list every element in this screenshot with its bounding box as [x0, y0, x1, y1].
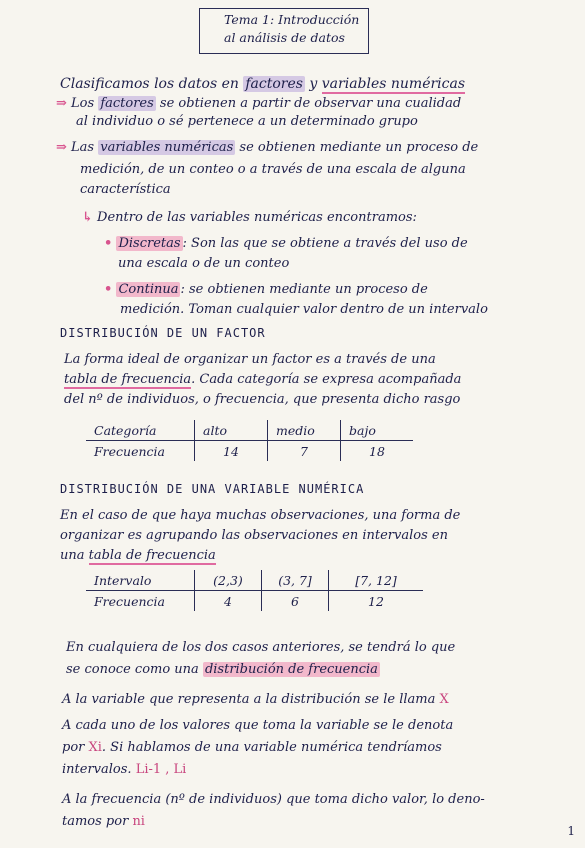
- ni-symbol: ni: [132, 814, 145, 829]
- title-line-2: al análisis de datos: [224, 30, 345, 45]
- table-cell: (2,3): [195, 570, 262, 591]
- closing-p4-text: tamos por: [62, 814, 133, 829]
- title-box: [199, 8, 369, 54]
- closing-p3-line-3: [62, 762, 186, 778]
- variable-x-symbol: X: [439, 692, 449, 707]
- xi-symbol: Xi: [88, 740, 102, 755]
- variables-line-3: característica: [80, 182, 171, 197]
- closing-p1-line-2: [66, 662, 380, 678]
- arrow-icon: ⇒: [56, 140, 67, 155]
- closing-p3-intervals: intervalos.: [62, 762, 136, 777]
- sub-intro: [82, 210, 417, 226]
- table-cell: bajo: [341, 420, 414, 441]
- closing-p3-line-2: [62, 740, 442, 756]
- continua-text: : se obtienen mediante un proceso de: [180, 282, 428, 297]
- table-row: [86, 441, 413, 462]
- bullet-icon: •: [104, 236, 113, 251]
- variables-line-2: medición, de un conteo o a través de una escala de alguna: [80, 162, 466, 177]
- sec1-line-3: del nº de individuos, o frecuencia, que presenta dicho rasgo: [64, 392, 461, 407]
- sec1-term: tabla de frecuencia: [64, 372, 192, 387]
- table-cell: Frecuencia: [94, 593, 165, 609]
- closing-p3-text: por: [62, 740, 89, 755]
- sec2-line-2: organizar es agrupando las observaciones en intervalos en: [60, 528, 448, 543]
- factores-label: Los: [71, 96, 99, 111]
- sub-intro-text: Dentro de las variables numéricas encontramos:: [97, 210, 417, 225]
- title-line-1: Tema 1: Introducción: [224, 12, 360, 27]
- section-heading-numerica: DISTRIBUCIÓN DE UNA VARIABLE NUMÉRICA: [60, 482, 365, 496]
- table-row: [86, 570, 423, 591]
- sec1-text: . Cada categoría se expresa acompañada: [191, 372, 462, 387]
- table-cell: 18: [341, 441, 414, 462]
- discretas-line-1: [104, 236, 468, 252]
- discretas-line-2: una escala o de un conteo: [118, 256, 290, 271]
- table-cell: (3, 7]: [262, 570, 329, 591]
- discretas-term: Discretas: [118, 236, 181, 251]
- closing-p4-line-2: [62, 814, 145, 830]
- table-cell: Intervalo: [86, 570, 195, 591]
- factores-line-2: al individuo o sé pertenece a un determinado grupo: [76, 114, 418, 129]
- section-heading-factor: DISTRIBUCIÓN DE UN FACTOR: [60, 326, 266, 340]
- sec2-line-1: En el caso de que haya muchas observaciones, una forma de: [60, 508, 461, 523]
- closing-p2-text: A la variable que representa a la distribución se le llama: [62, 692, 440, 707]
- variables-text: se obtienen mediante un proceso de: [235, 140, 479, 155]
- closing-p3-line-1: A cada uno de los valores que toma la variable se le denota: [62, 718, 454, 733]
- sec1-line-2: [64, 372, 461, 388]
- hook-arrow-icon: ↳: [82, 210, 93, 225]
- factores-line-1: [56, 96, 461, 112]
- table-cell: 7: [268, 441, 341, 462]
- table-cell: alto: [195, 420, 268, 441]
- variables-term: variables numéricas: [100, 140, 234, 155]
- closing-text: se conoce como una: [66, 662, 203, 677]
- table-cell: [7, 12]: [329, 570, 424, 591]
- factores-text: se obtienen a partir de observar una cualidad: [155, 96, 462, 111]
- bullet-icon: •: [104, 282, 113, 297]
- term-variables: variables numéricas: [321, 76, 466, 92]
- factores-term: factores: [100, 96, 154, 111]
- closing-p3-rest: . Si hablamos de una variable numérica tendríamos: [101, 740, 442, 755]
- continua-line-2: medición. Toman cualquier valor dentro de un intervalo: [120, 302, 488, 317]
- term-factores: factores: [245, 76, 303, 92]
- sec2-term: tabla de frecuencia: [88, 548, 216, 563]
- intro-text-and: y: [304, 76, 322, 92]
- table-row: [86, 591, 423, 612]
- closing-p2: [62, 692, 449, 708]
- intro-text: Clasificamos los datos en: [60, 76, 244, 92]
- factor-frequency-table: [86, 420, 413, 461]
- sec2-text: una: [60, 548, 89, 563]
- sec2-line-3: [60, 548, 216, 564]
- arrow-icon: ⇒: [56, 96, 67, 111]
- discretas-text: : Son las que se obtiene a través del uso de: [182, 236, 468, 251]
- continua-line-1: [104, 282, 428, 298]
- page-number: 1: [567, 824, 575, 838]
- intro-line-1: [60, 76, 465, 92]
- continua-term: Continua: [118, 282, 179, 297]
- sec1-line-1: La forma ideal de organizar un factor es a través de una: [64, 352, 436, 367]
- closing-p4-line-1: A la frecuencia (nº de individuos) que toma dicho valor, lo deno-: [62, 792, 485, 807]
- table-cell: Frecuencia: [94, 443, 165, 459]
- table-cell: 14: [195, 441, 268, 462]
- closing-term: distribución de frecuencia: [204, 662, 378, 677]
- table-cell: 4: [195, 591, 262, 612]
- closing-p1-line-1: En cualquiera de los dos casos anteriores, se tendrá lo que: [66, 640, 456, 655]
- table-row: [86, 420, 413, 441]
- table-cell: medio: [268, 420, 341, 441]
- interval-frequency-table: [86, 570, 423, 611]
- table-cell: Categoría: [86, 420, 195, 441]
- table-cell: 12: [329, 591, 424, 612]
- interval-limits-symbol: Li-1 , Li: [135, 762, 187, 777]
- table-cell: 6: [262, 591, 329, 612]
- variables-label: Las: [71, 140, 99, 155]
- variables-line-1: [56, 140, 478, 156]
